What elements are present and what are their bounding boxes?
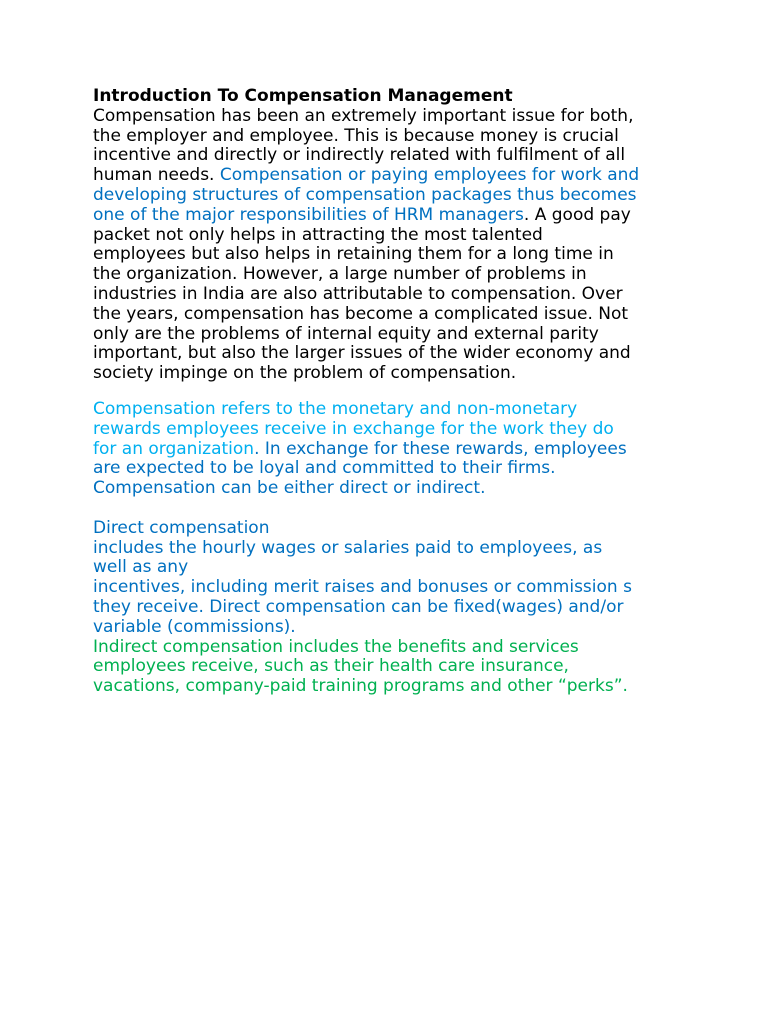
paragraph-line: only are the problems of internal equity and external parity	[93, 323, 599, 344]
paragraph-line: the years, compensation has become a complicated issue. Not	[93, 303, 629, 324]
document-title: Introduction To Compensation Management	[93, 86, 513, 106]
paragraph-line: society impinge on the problem of compensation.	[93, 363, 517, 384]
text-run: for an organization	[93, 438, 255, 459]
paragraph-direct-compensation	[93, 519, 693, 638]
paragraph-line: important, but also the larger issues of the wider economy and	[93, 343, 631, 364]
highlighted-text-run: Compensation or paying employees for work and	[219, 165, 640, 186]
paragraph-line: employees receive, such as their health care insurance,	[93, 656, 569, 677]
paragraph-line: Compensation refers to the monetary and non-monetary	[93, 398, 578, 419]
document-page	[93, 87, 693, 697]
paragraph-line: variable (commissions).	[93, 616, 296, 637]
paragraph-line: rewards employees receive in exchange for the work they do	[93, 418, 614, 439]
text-run: . In exchange for these rewards, employees	[254, 438, 627, 459]
paragraph-spacer	[93, 499, 693, 519]
paragraph-line: industries in India are also attributable to compensation. Over	[93, 283, 623, 304]
paragraph-line	[93, 206, 693, 226]
paragraph-line: packet not only helps in attracting the most talented	[93, 224, 543, 245]
highlighted-text-run: one of the major responsibilities of HRM managers	[93, 204, 524, 225]
paragraph-line: Indirect compensation includes the benefits and services	[93, 636, 579, 657]
paragraph-line: well as any	[93, 557, 189, 578]
paragraph-spacer	[93, 384, 693, 400]
paragraph-line: the employer and employee. This is because money is crucial	[93, 125, 619, 146]
paragraph-indirect-compensation	[93, 638, 693, 697]
paragraph-line: they receive. Direct compensation can be fixed(wages) and/or	[93, 596, 624, 617]
paragraph-line: developing structures of compensation packages thus becomes	[93, 184, 637, 205]
paragraph-line: incentive and directly or indirectly related with fulfilment of all	[93, 145, 626, 166]
text-run: human needs.	[93, 165, 220, 186]
paragraph-line: Direct compensation	[93, 517, 270, 538]
paragraph-line: Compensation can be either direct or indirect.	[93, 478, 486, 499]
paragraph-line: Compensation has been an extremely important issue for both,	[93, 105, 634, 126]
paragraph-line	[93, 440, 693, 460]
text-run: . A good pay	[523, 204, 631, 225]
paragraph-line: incentives, including merit raises and bonuses or commission s	[93, 577, 632, 598]
paragraph-definition	[93, 400, 693, 499]
paragraph-line: vacations, company-paid training programs and other “perks”.	[93, 676, 628, 697]
paragraph-line: includes the hourly wages or salaries paid to employees, as	[93, 537, 603, 558]
paragraph-line: are expected to be loyal and committed to their firms.	[93, 458, 556, 479]
paragraph-line: employees but also helps in retaining them for a long time in	[93, 244, 614, 265]
paragraph-line: the organization. However, a large number of problems in	[93, 264, 587, 285]
paragraph-line	[93, 166, 693, 186]
paragraph-intro	[93, 107, 693, 384]
